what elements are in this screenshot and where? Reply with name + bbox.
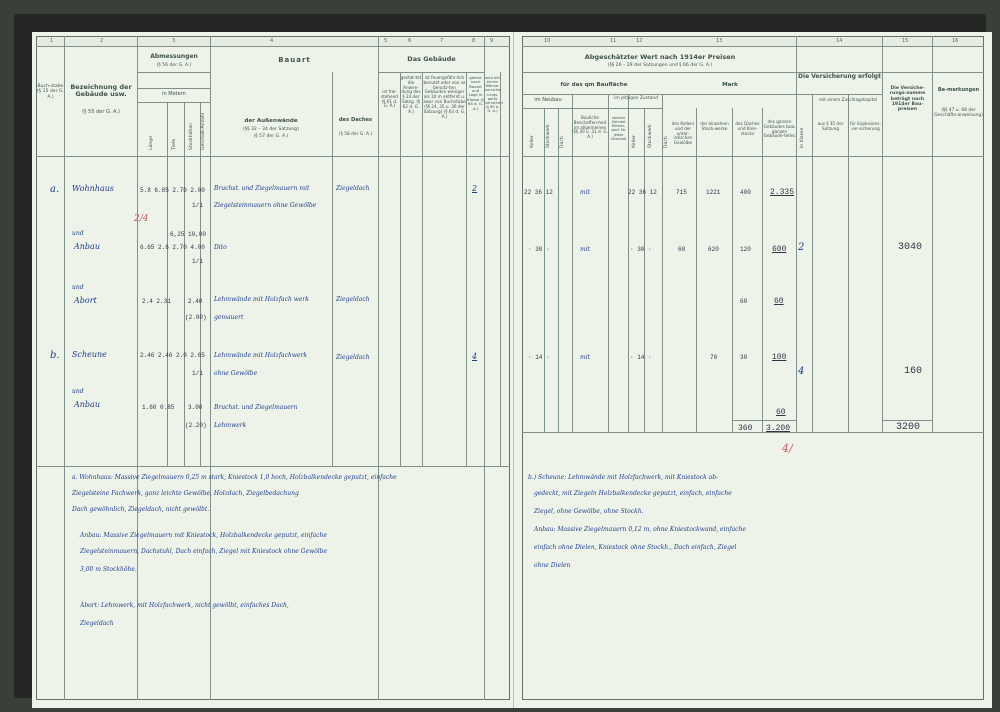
col-number: 4 [270,38,274,44]
row-wall-2: gemauert [214,314,244,321]
value-zustand: mit [580,189,591,196]
value-dach: 60 [740,298,748,305]
header-das-gebaeude: Das Gebäude [407,55,456,63]
header-aussenwaende-sub: (§§ 32 – 34 der Satzung) [243,127,299,132]
header-bezeichnung-sub: (§ 55 der G. A.) [82,109,120,115]
value-dach: 30 [740,354,748,361]
row-wall: Lehmwände mit Holzfach werk [214,296,309,303]
row-roof: Ziegeldach [336,185,370,192]
row-dims: 6.65 2.6 2.70 4.00 [140,244,205,251]
row-klasse: 2 [472,184,478,193]
note-line: Ziegeldach [80,620,114,627]
row-roof: Ziegeldach [336,354,370,361]
header-klasse: in Klasse [800,127,805,148]
col-number: 12 [636,38,643,44]
row-building-name: Anbau [74,400,100,409]
header-dach-sub: (§ 58 der G. A.) [338,132,373,137]
header-bezeichnung: Bezeichnung der Gebäude usw. [70,83,132,99]
col-number: 5 [384,38,388,44]
value-gesamt: 2.335 [770,188,795,197]
value-dach: 400 [740,189,751,196]
header-aussenwaende-sub2: (§ 57 der G. A.) [253,134,289,139]
value-gesamt: 60 [776,408,786,417]
col-number: 8 [472,38,476,44]
value-summe: 3040 [898,242,923,253]
header-stockwerk: Stockwerk [546,124,551,148]
header-bauart: Bauart [278,56,311,64]
value-stockwerke: 70 [710,354,718,361]
value-keller: 715 [676,189,687,196]
header-fuer-qm: für das qm Baufläche [560,82,628,88]
col-number: 16 [952,38,959,44]
row-building-name: Wohnhaus [72,184,114,193]
header-aussenwaende: der Außenwände [244,118,298,124]
red-pencil-mark: 2/4 [134,214,149,224]
note-line: b.) Scheune: Lehmwände mit Holzfachwerk, mit Kniestock ab- [528,474,719,481]
row-wall-2: Ziegelsteinmauern ohne Gewölbe [214,202,317,209]
col-number: 10 [544,38,551,44]
row-height: 2.40 [188,298,203,305]
value-dach: 120 [740,246,751,253]
value-stockwerke: 1221 [706,189,721,196]
col-number: 9 [490,38,494,44]
header-gestattet: gestat-tet die Anwen-dung des § 24 der Satzg. (§ 62 d. G. A.) [400,75,422,114]
row-wall: Bruchst. und Ziegelmauern [214,404,298,411]
header-paragraph35: aus § 35 der Satzung [817,121,844,131]
header-bemerkungen: Be-merkungen [937,87,980,93]
row-wall-2: ohne Gewölbe [214,370,258,377]
right-page [514,32,992,708]
total-dach: 360 [738,424,753,433]
value-neubau: · 30 · [528,246,550,253]
header-im-jetzigen: im jetzigen Zustand [614,96,658,101]
value-neubau: · 14 · [528,354,550,361]
value-gesamt: 100 [772,353,787,362]
header-stockwerke: der einzelnen Stock-werke [700,121,729,131]
header-versicherung: Die Versicherung erfolgt [798,73,881,80]
book-spread [14,14,986,698]
header-laenge: Länge [149,135,154,150]
row-floors: 1/1 [192,258,203,265]
header-wird: wird mit einem Wärme-versiche-rungs-gerät versichert (§ 65 d. G. A.) [485,76,504,113]
row-wall-2: Lehmwerk [214,422,247,429]
header-wieviel: wieviel Zehntel Minder-wert für jedes Geschoß [610,116,627,141]
header-mark: Mark [722,82,738,88]
value-zustand: mit [580,246,591,253]
header-explosion: für Explosions-ver-sicherung [850,121,881,131]
header-keller: Keller [530,135,535,148]
header-dach-2: Dach [664,136,669,148]
row-floors: 1/1 [192,202,203,209]
header-ganzen: des ganzen Gebäudes bzw. ganzen Gebäude-teiles [763,119,796,139]
header-geschosse: Geschoß-Anzahl [201,112,206,150]
col-number: 7 [440,38,444,44]
row-letter: b. [50,350,60,361]
row-prefix: und [72,230,84,237]
value-summe: 160 [904,366,923,377]
header-stockhoehen: Stockhöhen [189,122,194,150]
note-line: ohne Dielen [534,562,571,569]
header-kellergew: des Kellers und der unter-irdischen Gewölbe [671,121,695,146]
row-floors: 1/1 [192,370,203,377]
header-in-metern: in Metern [162,91,186,97]
value-klasse: 2 [798,242,805,253]
header-abmessungen: Abmessungen [150,53,198,60]
left-page [32,32,514,708]
value-jetzt: · 14 · [630,354,652,361]
header-abmessungen-sub: (§ 56 der G. A.) [156,63,192,68]
header-tiefe: Tiefe [172,138,177,150]
row-height-2: (2.00) [185,314,207,321]
header-keller-2: Keller [632,135,637,148]
header-gehoert: gehört nach Bauart und Lage in Klasse (§ 64 d. G. A.) [467,75,484,111]
row-prefix: und [72,284,84,291]
header-daches: des Daches und Knie-stocks [735,121,760,136]
value-jetzt: · 30 · [630,246,652,253]
row-dims-top: 6,25 10,00 [170,231,207,238]
note-line: Ziegelsteine Fachwerk, ganz leichte Gewölbe, Holzdach, Ziegelbedachung [72,490,299,497]
header-abgeschaetzter-wert: Abgeschätzter Wert nach 1914er Preisen [584,53,736,61]
col-number: 14 [836,38,843,44]
red-pencil-mark: 4/ [782,442,793,455]
row-wall: Bruchst. und Ziegelmauern mit [214,185,310,192]
col-number: 6 [408,38,412,44]
header-abgeschaetzter-sub: (§§ 26 – 29 der Satzungen und § 66 der G. A.) [607,63,713,68]
col-number: 11 [610,38,617,44]
note-line: 3,00 m Stockhöhe. [80,566,137,573]
row-dims: 2.4 2.31 [142,298,171,305]
value-klasse: 4 [798,366,805,377]
value-gesamt: 60 [774,297,784,306]
header-summe: Die Versiche-rungs-summe beträgt nach 1914er Bau-preisen [889,86,926,113]
row-dims: 1.60 0.85 [142,404,175,411]
note-line: Abort: Lehmwerk, mit Holzfachwerk, nicht gewölbt, einfaches Dach, [80,602,289,609]
value-neubau: 22 36 12 [524,189,553,196]
note-line: einfach ohne Dielen, Kniestock ohne Stockh., Dach einfach, Ziegel [534,544,737,551]
col-number: 15 [902,38,909,44]
row-prefix: und [72,388,84,395]
row-building-name: Abort [74,296,97,305]
header-im-neubau: im Neubau [534,97,562,103]
value-jetzt: 22 36 12 [628,189,657,196]
value-stockwerke: 620 [708,246,719,253]
total-summe: 3200 [896,422,921,433]
value-keller: 60 [678,246,686,253]
row-height: 3.00 [188,404,203,411]
value-gesamt: 600 [772,245,787,254]
row-height-2: (2.20) [185,422,207,429]
note-line: a. Wohnhaus: Massive Ziegelmauern 0,25 m stark, Kniestock 1,0 hoch, Holzbalkendecke geputzt, einfache [72,474,397,481]
header-zuschlag: mit einem Zuschlagskapital [819,97,877,102]
row-roof: Ziegeldach [336,296,370,303]
header-dach: des Daches [338,117,373,123]
note-line: Ziegelsteinmauern, Dachstuhl, Dach einfach, Ziegel mit Kniestock ohne Gewölbe [80,548,328,555]
note-line: Dach gewöhnlich, Ziegeldach, nicht gewölbt. [72,506,210,513]
note-line: gedeckt, mit Ziegeln Holzbalkendecke geputzt, einfach, einfache [534,490,732,497]
note-line: Anbau: Massive Ziegelmauern 0,12 m, ohne Kniestockwand, einfache [534,526,746,533]
header-bauliche: Bauliche Beschaffen-heit im allgemeinen (§§ 30 u. 31 d. G. A.) [572,115,608,140]
row-wall: Lehmwände mit Holzfachwerk [214,352,308,359]
row-klasse: 4 [472,352,478,361]
row-letter: a. [50,184,60,195]
header-stockwerk-2: Stockwerk [648,124,653,148]
row-wall: Dito [214,244,227,251]
header-buchstabe: Buch-stabe (§ 15 der G. A.) [37,84,64,100]
note-line: Anbau: Massive Ziegelmauern mit Kniestock, Holzbalkendecke geputzt, einfache [80,532,327,539]
header-freistehend: ist frei-stehend (§ 61 d. G. A.) [381,89,398,109]
row-building-name: Anbau [74,242,100,251]
col-number: 3 [172,38,176,44]
col-number: 2 [100,38,104,44]
col-number: 1 [50,38,54,44]
col-number: 13 [716,38,723,44]
header-bemerkungen-sub: (§§ 47 u. 68 der Geschäfts-anweisung) [934,108,983,119]
row-dims: 5.8 6.85 2.70 2.00 [140,187,205,194]
header-feuergefaehrlich: ist feuergefähr-lich benutzt oder von so benutz-ten Gebäuden weniger als 10 m entfernt u. zwar von Buchstabe (§§ 24, 35 u. 36 der Satzung) (§ 63 d. G. A.) [423,75,466,119]
row-building-name: Scheune [72,350,107,359]
total-gesamt: 3.200 [766,424,791,433]
note-line: Ziegel, ohne Gewölbe, ohne Stockh. [534,508,644,515]
row-dims: 2.46 2.46 2.0 2.65 [140,352,205,359]
header-dach: Dach [560,136,565,148]
value-zustand: mit [580,354,591,361]
